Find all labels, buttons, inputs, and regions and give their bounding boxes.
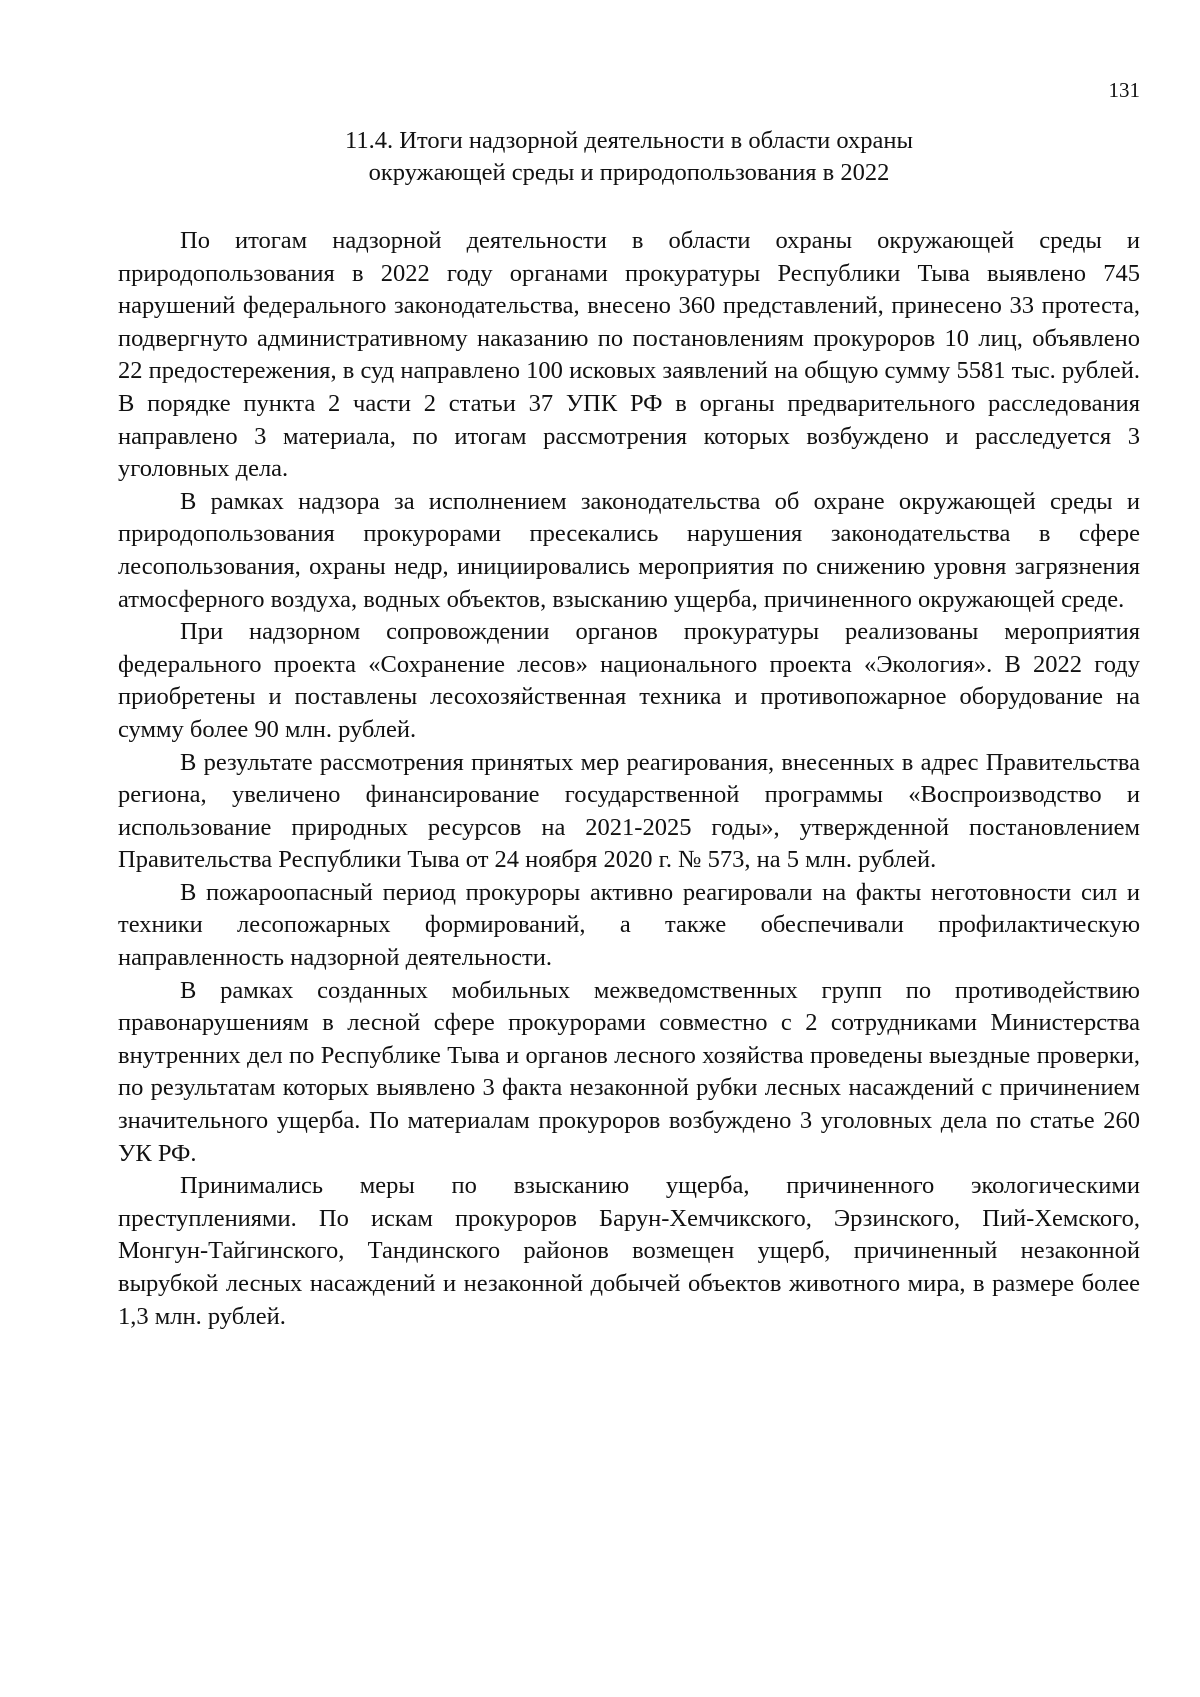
section-title-line-1: 11.4. Итоги надзорной деятельности в области охраны [345,127,913,154]
paragraph-7: Принимались меры по взысканию ущерба, причиненного экологическими преступлениями. По искам прокуроров Барун-Хемчикского, Эрзинского, Пий-Хемского, Монгун-Тайгинского, Тандинского районов возмещен ущерб, причиненный незаконной вырубкой лесных насаждений и незаконной добычей объектов животного мира, в размере более 1,3 млн. рублей. [118,1172,1140,1330]
paragraph-3: При надзорном сопровождении органов прокуратуры реализованы мероприятия федерального проекта «Сохранение лесов» национального проекта «Экология». В 2022 году приобретены и поставлены лесохозяйственная техника и противопожарное оборудование на сумму более 90 млн. рублей. [118,618,1140,743]
paragraph-6: В рамках созданных мобильных межведомственных групп по противодействию правонарушениям в лесной сфере прокурорами совместно с 2 сотрудниками Министерства внутренних дел по Республике Тыва и органов лесного хозяйства проведены выездные проверки, по результатам которых выявлено 3 факта незаконной рубки лесных насаждений с причинением значительного ущерба. По материалам прокуроров возбуждено 3 уголовных дела по статье 260 УК РФ. [118,976,1140,1167]
section-title-line-2: окружающей среды и природопользования в 2022 [368,159,890,186]
paragraph-4: В результате рассмотрения принятых мер реагирования, внесенных в адрес Правительства региона, увеличено финансирование государственной программы «Воспроизводство и использование природных ресурсов на 2021-2025 годы», утвержденной постановлением Правительства Республики Тыва от 24 ноября 2020 г. № 573, на 5 млн. рублей. [118,748,1140,874]
section-title [118,125,1140,189]
page-number: 131 [1108,78,1140,102]
paragraph-1: По итогам надзорной деятельности в области охраны окружающей среды и природопользования в 2022 году органами прокуратуры Республики Тыва выявлено 745 нарушений федерального законодательства, внесено 360 представлений, принесено 33 протеста, подвергнуто административному наказанию по постановлениям прокуроров 10 лиц, объявлено 22 предостережения, в суд направлено 100 исковых заявлений на общую сумму 5581 тыс. рублей. В порядке пункта 2 части 2 статьи 37 УПК РФ в органы предварительного расследования направлено 3 материала, по итогам рассмотрения которых возбуждено и расследуется 3 уголовных дела. [118,227,1140,483]
paragraph-5: В пожароопасный период прокуроры активно реагировали на факты неготовности сил и техники лесопожарных формирований, а также обеспечивали профилактическую направленность надзорной деятельности. [118,878,1140,972]
paragraph-2: В рамках надзора за исполнением законодательства об охране окружающей среды и природопользования прокурорами пресекались нарушения законодательства в сфере лесопользования, охраны недр, инициировались мероприятия по снижению уровня загрязнения атмосферного воздуха, водных объектов, взысканию ущерба, причиненного окружающей среде. [118,487,1140,613]
body-text [118,225,1140,1333]
